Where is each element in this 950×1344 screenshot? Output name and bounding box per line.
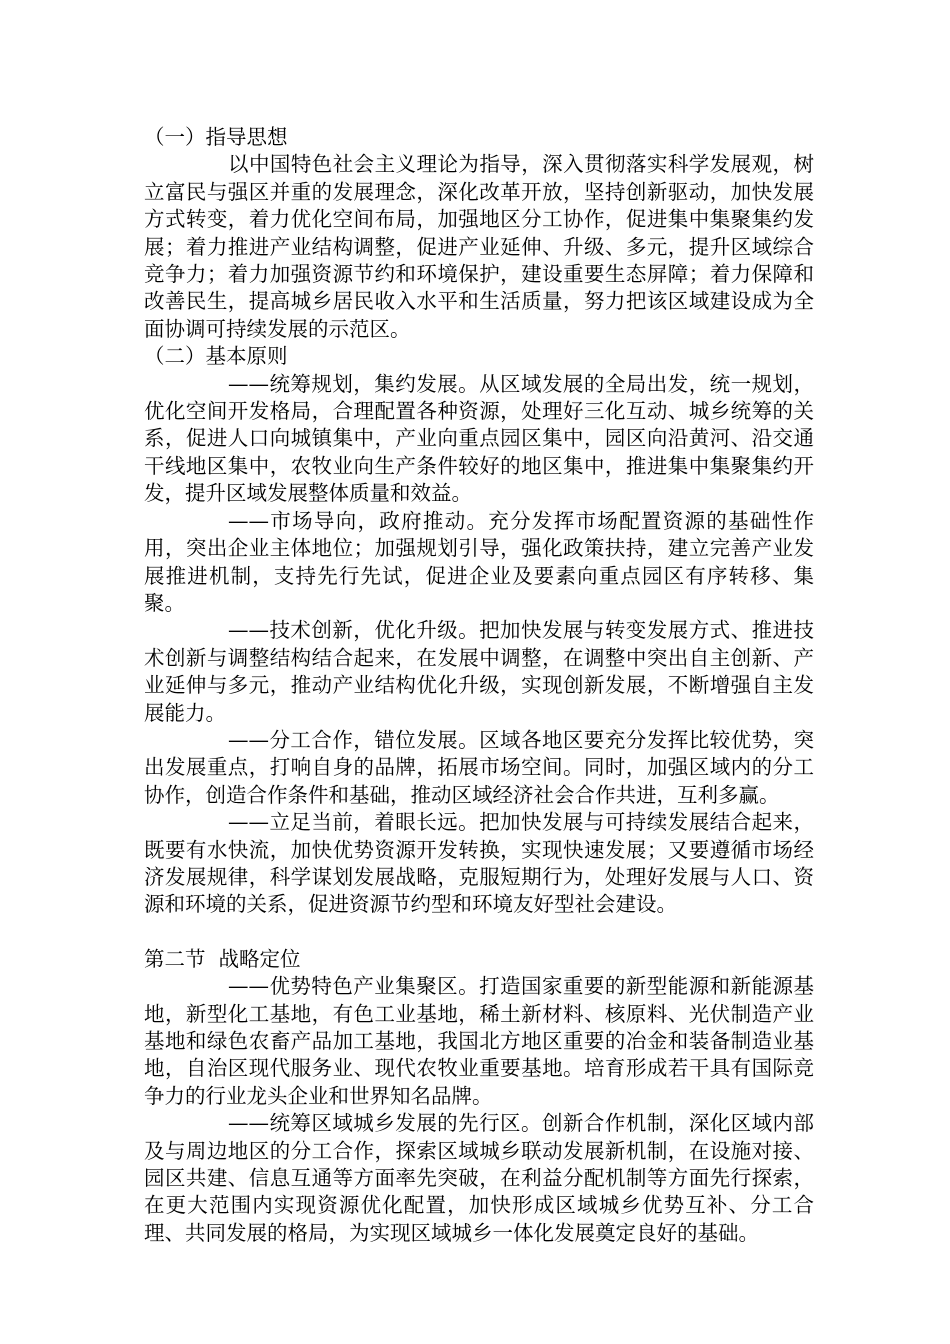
principle-paragraph-5: ——立足当前，着眼长远。把加快发展与可持续发展结合起来，既要有水快流，加快优势资源开发转换，实现快速发展；又要遵循市场经济发展规律，科学谋划发展战略，克服短期行为，处理好发展与人口、资源和环境的关系，促进资源节约型和环境友好型社会建设。 <box>144 810 814 917</box>
basic-principles-heading: （二）基本原则 <box>144 344 288 369</box>
principle-paragraph-4: ——分工合作，错位发展。区域各地区要充分发挥比较优势，突出发展重点，打响自身的品牌，拓展市场空间。同时，加强区域内的分工协作，创造合作条件和基础，推动区域经济社会合作共进，互利多赢。 <box>144 727 814 807</box>
section-title-strategic-positioning: 第二节 战略定位 <box>144 946 301 971</box>
positioning-paragraph-2: ——统筹区域城乡发展的先行区。创新合作机制，深化区域内部及与周边地区的分工合作，探索区域城乡联动发展新机制，在设施对接、园区共建、信息互通等方面率先突破，在利益分配机制等方面先行探索，在更大范围内实现资源优化配置，加快形成区域城乡优势互补、分工合理、共同发展的格局，为实现区域城乡一体化发展奠定良好的基础。 <box>144 1111 814 1245</box>
positioning-paragraph-1: ——优势特色产业集聚区。打造国家重要的新型能源和新能源基地，新型化工基地，有色工业基地，稀土新材料、核原料、光伏制造产业基地和绿色农畜产品加工基地，我国北方地区重要的冶金和装备制造业基地，自治区现代服务业、现代农牧业重要基地。培育形成若干具有国际竞争力的行业龙头企业和世界知名品牌。 <box>144 974 814 1108</box>
document-body <box>144 124 814 1247</box>
principle-paragraph-1: ——统筹规划，集约发展。从区域发展的全局出发，统一规划， 优化空间开发格局，合理配置各种资源，处理好三化互动、城乡统筹的关系，促进人口向城镇集中，产业向重点园区集中，园区向沿黄河、沿交通干线地区集中，农牧业向生产条件较好的地区集中，推进集中集聚集约开发，提升区域发展整体质量和效益。 <box>144 371 814 506</box>
guiding-ideology-paragraph: 以中国特色社会主义理论为指导，深入贯彻落实科学发展观，树立富民与强区并重的发展理念，深化改革开放，坚持创新驱动，加快发展方式转变，着力优化空间布局，加强地区分工协作，促进集中集聚集约发展；着力推进产业结构调整，促进产业延伸、升级、多元，提升区域综合竞争力；着力加强资源节约和环境保护，建设重要生态屏障；着力保障和改善民生，提高城乡居民收入水平和生活质量，努力把该区域建设成为全面协调可持续发展的示范区。 <box>144 152 814 341</box>
guiding-ideology-heading: （一）指导思想 <box>144 125 288 149</box>
principle-paragraph-2: ——市场导向，政府推动。充分发挥市场配置资源的基础性作用，突出企业主体地位；加强规划引导，强化政策扶持，建立完善产业发展推进机制，支持先行先试，促进企业及要素向重点园区有序转移、集聚。 <box>144 508 814 615</box>
principle-paragraph-3: ——技术创新，优化升级。把加快发展与转变发展方式、推进技术创新与调整结构结合起来，在发展中调整，在调整中突出自主创新、产业延伸与多元，推动产业结构优化升级，实现创新发展，不断增强自主发展能力。 <box>144 618 814 725</box>
